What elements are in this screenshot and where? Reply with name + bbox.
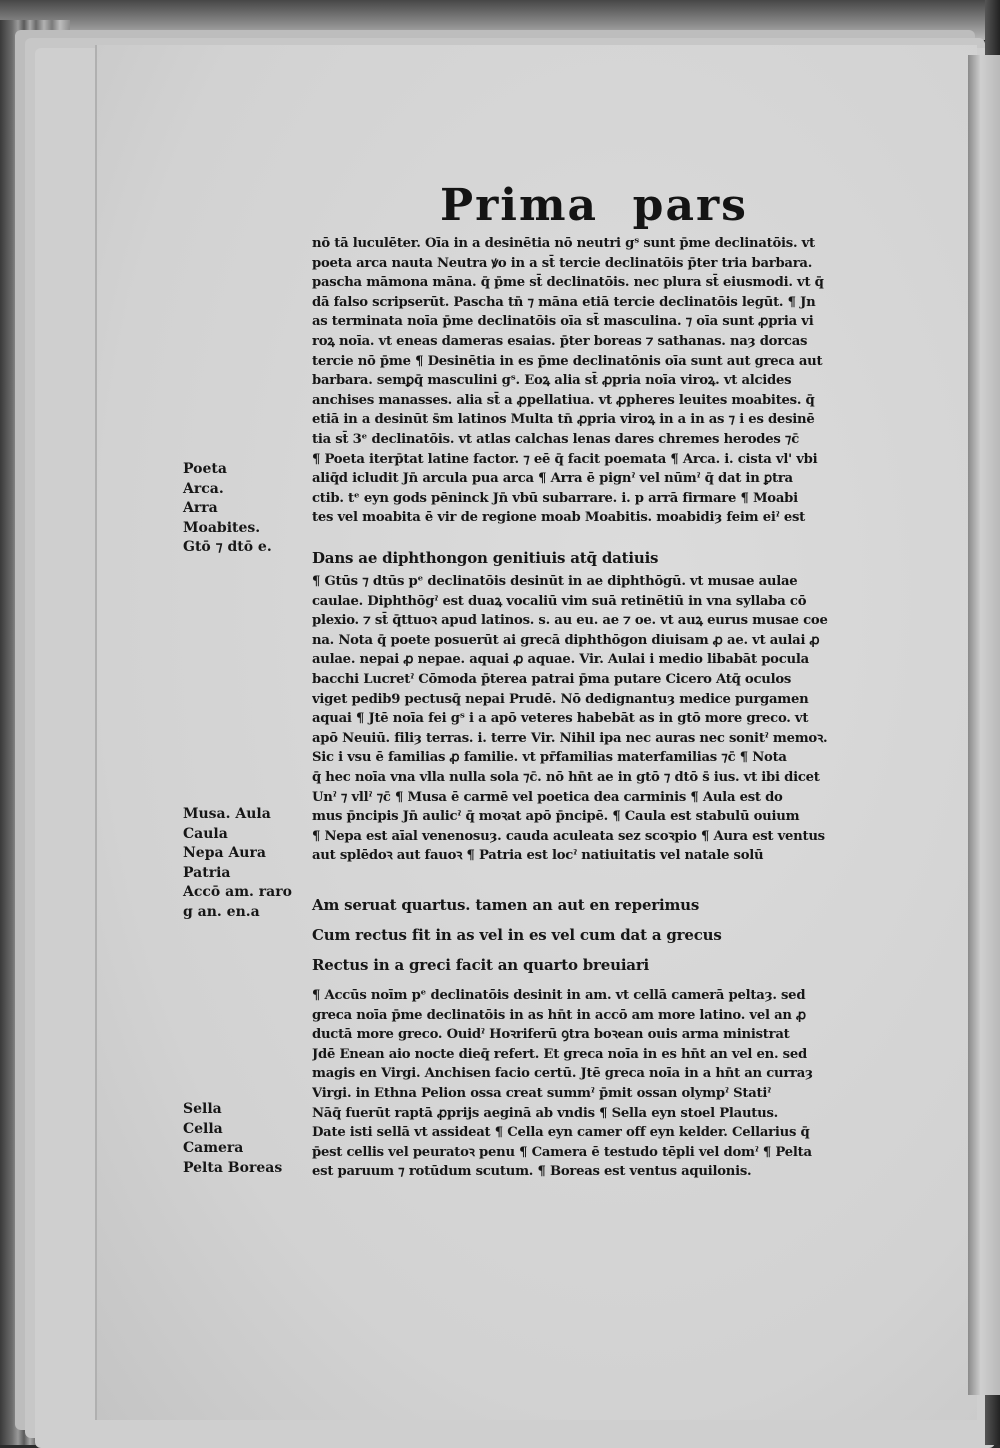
text-line: viget pedib9 pectusq̄ nepai Prudē. Nō dedignantuȝ medice purgamen — [312, 691, 809, 707]
text-line: dā falso scripserūt. Pascha tn̄ ⁊ māna etiā tercie declinatōis legūt. ¶ Jn — [312, 294, 816, 310]
margin-note: Caula — [183, 825, 228, 842]
paragraph-3 — [312, 986, 884, 1182]
text-line: Unˀ ⁊ vllˀ ⁊c̄ ¶ Musa ē carmē vel poetica dea carminis ¶ Aula est do — [312, 789, 783, 805]
margin-note: Pelta Boreas — [183, 1159, 283, 1176]
text-line: Sic i vsu ē familias ꝓ familie. vt pr̄familias materfamilias ⁊c̄ ¶ Nota — [312, 750, 787, 766]
text-line: magis en Virgi. Anchisen facio certū. Jtē greca noīa in a hn̄t an curraȝ — [312, 1066, 813, 1082]
text-line: Nāq̄ fuerūt raptā ꝓprijs aeginā ab vndis ¶ Sella eyn stoel Plautus. — [312, 1105, 778, 1121]
text-line: barbara. semꝑq̄ masculini gˢ. Eoꝝ alia st̄ ꝓpria noīa viroꝝ. vt alcides — [312, 373, 792, 389]
margin-notes-2 — [183, 805, 308, 922]
margin-note: Musa. Aula — [183, 806, 271, 822]
text-line: apō Neuiū. filiȝ terras. i. terre Vir. Nihil ipa nec auras nec sonitˀ memoꝛ. — [312, 730, 828, 746]
margin-note: Patria — [183, 864, 231, 881]
margin-note: Sella — [183, 1101, 222, 1117]
text-line: tercie nō p̄me ¶ Desinētia in es p̄me declinatōnis oīa sunt aut greca aut — [312, 353, 823, 369]
text-line: poeta arca nauta Neutra ꝟo in a st̄ tercie declinatōis p̄ter tria barbara. — [312, 255, 813, 271]
text-line: est paruum ⁊ rotūdum scutum. ¶ Boreas est ventus aquilonis. — [312, 1164, 752, 1180]
text-line: ¶ Accūs noīm pᵉ declinatōis desinit in am. vt cellā camerā peltaȝ. sed — [312, 988, 806, 1003]
margin-note: g an. en.a — [183, 903, 260, 920]
text-line: aut splēdoꝛ aut fauoꝛ ¶ Patria est locˀ natiuitatis vel natale solū — [312, 848, 764, 864]
text-line: greca noīa p̄me declinatōis in as hn̄t in accō am more latino. vel an ꝓ — [312, 1007, 807, 1023]
margin-note: Camera — [183, 1140, 244, 1156]
text-line: q̄ hec noīa vna vlla nulla sola ⁊c̄. nō hn̄t ae in gtō ⁊ dtō s̄ ius. vt ibi dicet — [312, 769, 820, 785]
text-line: Date isti sellā vt assideat ¶ Cella eyn camer off eyn kelder. Cellarius q̄ — [312, 1125, 810, 1141]
text-line: tia st̄ 3ᵉ declinatōis. vt atlas calchas lenas dares chremes herodes ⁊c̄ — [312, 431, 799, 447]
text-line: anchises manasses. alia st̄ a ꝓpellatiua. vt ꝓpheres leuites moabites. q̄ — [312, 392, 815, 408]
text-line: nō tā luculēter. Oīa in a desinētia nō neutri gˢ sunt p̄me declinatōis. vt — [312, 236, 815, 251]
text-line: roꝝ noīa. vt eneas dameras esaias. p̄ter boreas ⁊ sathanas. naȝ dorcas — [312, 333, 808, 349]
margin-note: Accō am. raro — [183, 884, 292, 900]
text-line: Virgi. in Ethna Pelion ossa creat summˀ p̄mit ossan olympˀ Statiˀ — [312, 1085, 771, 1101]
text-line: as terminata noīa p̄me declinatōis oīa st̄ masculina. ⁊ oīa sunt ꝓpria vi — [312, 314, 814, 330]
verse-line: Am seruat quartus. tamen an aut en reperimus — [312, 896, 700, 914]
text-line: Jdē Enean aio nocte dieq̄ refert. Et greca noīa in es hn̄t an vel en. sed — [312, 1046, 807, 1062]
text-line: pascha māmona māna. q̄ p̄me st̄ declinatōis. nec plura st̄ eiusmodi. vt q̄ — [312, 275, 824, 291]
text-line: p̄est cellis vel peuratoꝛ penu ¶ Camera ē testudo tēpli vel domˀ ¶ Pelta — [312, 1144, 812, 1160]
text-line: ¶ Poeta iterp̄tat latine factor. ⁊ eē q̄ facit poemata ¶ Arca. i. cista vl' vbi — [312, 451, 818, 467]
margin-note: Arca. — [183, 480, 224, 497]
text-line: tes vel moabita ē vir de regione moab Moabitis. moabidiȝ feim eiˀ est — [312, 510, 805, 526]
margin-notes-1 — [183, 460, 308, 558]
margin-note: Poeta — [183, 461, 227, 477]
page-heading: Prima pars — [440, 180, 748, 231]
text-line: caulae. Diphthōgˀ est duaꝝ vocaliū vim suā retinētiū in vna syllaba cō — [312, 593, 807, 609]
verse-line: Rectus in a greci facit an quarto breuiari — [312, 956, 650, 974]
margin-notes-3 — [183, 1100, 308, 1178]
margin-note: Gtō ⁊ dtō e. — [183, 539, 272, 555]
text-line: na. Nota q̄ poete posuerūt ai grecā diphthōgon diuisam ꝓ ae. vt aulai ꝓ — [312, 632, 820, 648]
margin-note: Arra — [183, 500, 218, 516]
paragraph-1 — [312, 234, 884, 528]
text-line: etiā in a desinūt s̄m latinos Multa tn̄ ꝓpria viroꝝ in a in as ⁊ i es desinē — [312, 412, 815, 428]
text-line: aulae. nepai ꝓ nepae. aquai ꝓ aquae. Vir. Aulai i medio libabāt pocula — [312, 652, 809, 668]
text-line: ductā more greco. Ouidˀ Hoꝛriferū ꝯtra boꝛean ouis arma ministrat — [312, 1027, 790, 1043]
margin-note: Cella — [183, 1120, 223, 1137]
margin-note: Moabites. — [183, 519, 261, 536]
text-line: plexio. ⁊ st̄ q̄ttuoꝛ apud latinos. s. au eu. ae ⁊ oe. vt auꝝ eurus musae coe — [312, 613, 828, 629]
verse-1 — [312, 543, 884, 573]
text-line: mus p̄ncipis Jn̄ aulicˀ q̄ moꝛat apō p̄ncipē. ¶ Caula est stabulū ouium — [312, 809, 800, 825]
paragraph-2 — [312, 572, 884, 866]
text-line: ¶ Gtūs ⁊ dtūs pᵉ declinatōis desinūt in ae diphthōgū. vt musae aulae — [312, 574, 798, 589]
margin-note: Nepa Aura — [183, 845, 266, 861]
verse-line: Cum rectus fit in as vel in es vel cum dat a grecus — [312, 926, 722, 944]
text-line: aquai ¶ Jtē noīa fei gˢ i a apō veteres habebāt as in gtō more greco. vt — [312, 711, 809, 727]
facing-page-edge — [968, 55, 1000, 1395]
text-line: ctib. tᵉ eyn gods pēninck Jn̄ vbū subarrare. i. p arrā firmare ¶ Moabi — [312, 490, 798, 506]
text-line: ¶ Nepa est aīal venenosuȝ. cauda aculeata sez scoꝛpio ¶ Aura est ventus — [312, 828, 825, 844]
text-line: aliq̄d icludit Jn̄ arcula pua arca ¶ Arra ē pignˀ vel nūmˀ q̄ dat in ꝑtra — [312, 471, 793, 487]
verse-line: Dans ae diphthongon genitiuis atq̄ datiuis — [312, 549, 659, 567]
verses-2-4 — [312, 890, 884, 980]
text-line: bacchi Lucretˀ Cōmoda p̄terea patrai p̄ma putare Cicero Atq̄ oculos — [312, 671, 792, 687]
